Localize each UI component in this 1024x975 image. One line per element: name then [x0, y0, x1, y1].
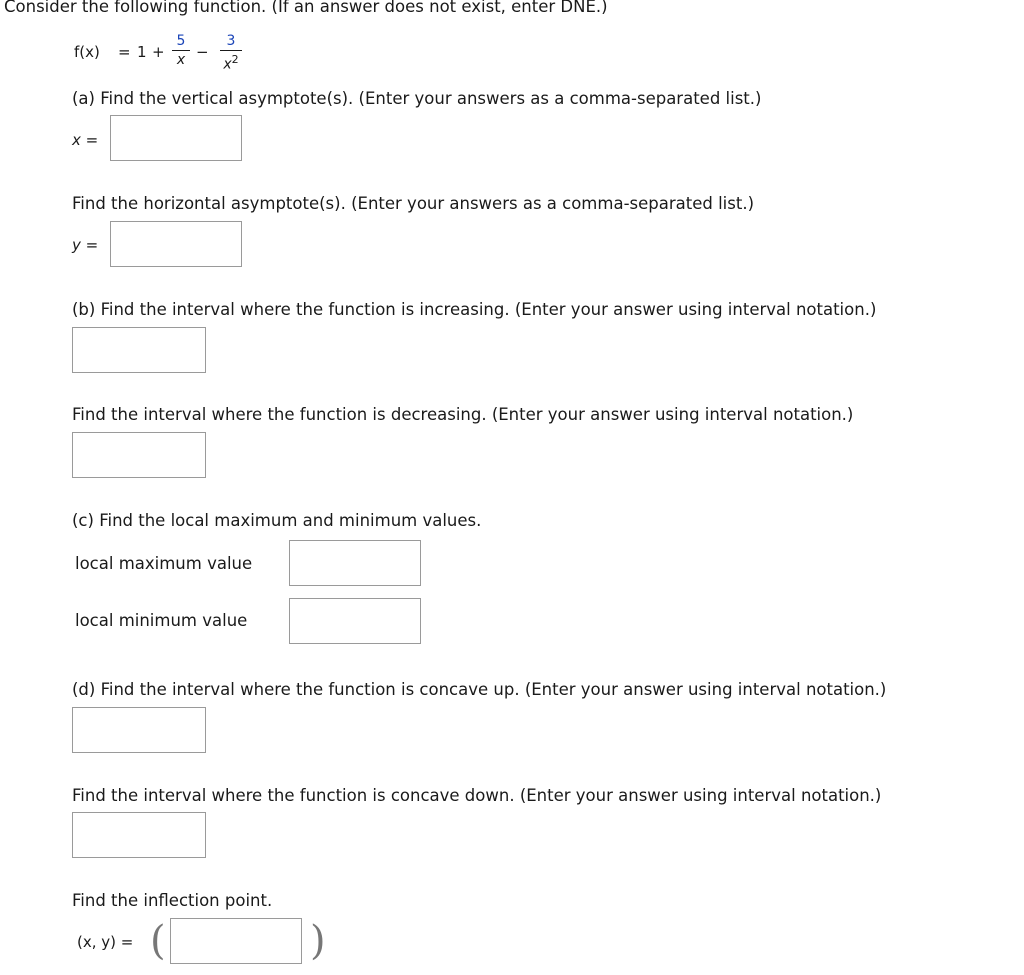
- function-lhs: f(x): [74, 43, 100, 61]
- inflection-point-input[interactable]: [170, 918, 302, 964]
- function-equals: =: [118, 43, 131, 61]
- y-equals-label: y =: [72, 236, 99, 254]
- function-one: 1: [137, 43, 147, 61]
- local-max-label: local maximum value: [75, 554, 253, 573]
- function-plus: +: [152, 43, 165, 61]
- increasing-interval-input[interactable]: [72, 327, 206, 373]
- concave-down-input[interactable]: [72, 812, 206, 858]
- intro-text: Consider the following function. (If an answer does not exist, enter DNE.): [4, 0, 608, 16]
- xy-equals-label: [77, 932, 133, 952]
- decreasing-interval-prompt: Find the interval where the function is decreasing. (Enter your answer using interval notation.): [72, 405, 854, 424]
- decreasing-interval-input[interactable]: [72, 432, 206, 478]
- question-c-prompt: (c) Find the local maximum and minimum values.: [72, 511, 482, 530]
- inflection-point-prompt: Find the inflection point.: [72, 891, 273, 910]
- vertical-asymptote-input[interactable]: [110, 115, 242, 161]
- local-max-input[interactable]: [289, 540, 421, 586]
- close-paren: ): [310, 918, 326, 964]
- fraction-numerator: 3: [226, 33, 236, 49]
- question-b-prompt: (b) Find the interval where the function is increasing. (Enter your answer using interval notation.): [72, 300, 877, 319]
- open-paren: (: [150, 918, 166, 964]
- fraction-3-over-x2: [220, 33, 242, 73]
- fraction-denominator: x: [176, 52, 186, 68]
- fraction-numerator: 5: [176, 33, 186, 49]
- fraction-5-over-x: [172, 33, 190, 68]
- question-d-prompt: (d) Find the interval where the function is concave up. (Enter your answer using interval notation.): [72, 680, 887, 699]
- fraction-denominator: $x^2$: [223, 53, 239, 73]
- concave-down-prompt: Find the interval where the function is concave down. (Enter your answer using interval notation.): [72, 786, 882, 805]
- x-equals-label: x =: [72, 131, 99, 149]
- horizontal-asymptote-prompt: Find the horizontal asymptote(s). (Enter your answers as a comma-separated list.): [72, 194, 755, 213]
- local-min-label: local minimum value: [75, 611, 248, 630]
- function-minus: −: [196, 43, 209, 61]
- xy-label-text: (x, y) =: [77, 933, 134, 951]
- concave-up-input[interactable]: [72, 707, 206, 753]
- question-a-prompt: (a) Find the vertical asymptote(s). (Enter your answers as a comma-separated list.): [72, 89, 762, 108]
- horizontal-asymptote-input[interactable]: [110, 221, 242, 267]
- fraction-bar: [220, 50, 242, 51]
- fraction-bar: [172, 50, 190, 51]
- local-min-input[interactable]: [289, 598, 421, 644]
